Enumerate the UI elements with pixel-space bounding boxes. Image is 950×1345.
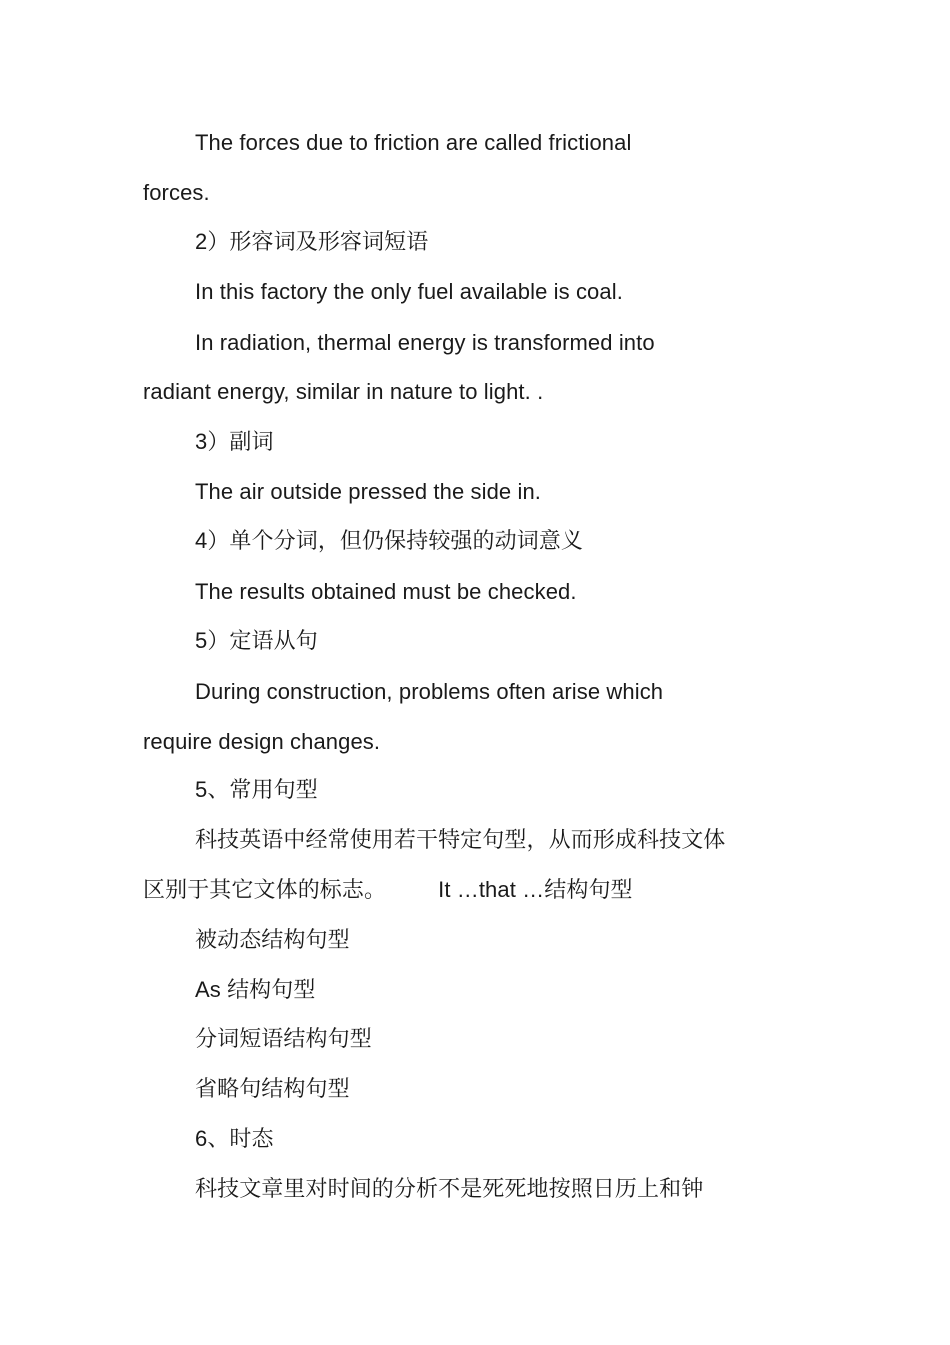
example-sentence: radiant energy, similar in nature to light. . bbox=[143, 379, 544, 404]
section-heading: 3）副词 bbox=[195, 429, 274, 454]
paragraph-line: 科技文章里对时间的分析不是死死地按照日历上和钟 bbox=[195, 1176, 704, 1201]
pattern-item: 被动态结构句型 bbox=[195, 927, 350, 952]
example-sentence: The air outside pressed the side in. bbox=[195, 479, 542, 504]
paragraph-line: forces. bbox=[143, 180, 210, 205]
section-heading: 5、常用句型 bbox=[195, 777, 318, 802]
section-heading: 2）形容词及形容词短语 bbox=[195, 229, 429, 254]
section-heading: 5）定语从句 bbox=[195, 628, 318, 653]
pattern-item: 省略句结构句型 bbox=[195, 1076, 350, 1101]
paragraph-line: 科技英语中经常使用若干特定句型，从而形成科技文体 bbox=[195, 827, 726, 852]
paragraph-line: The forces due to friction are called frictional bbox=[195, 130, 632, 155]
example-sentence: In this factory the only fuel available is coal. bbox=[195, 279, 623, 304]
example-sentence: In radiation, thermal energy is transformed into bbox=[195, 330, 655, 355]
example-sentence: The results obtained must be checked. bbox=[195, 579, 577, 604]
pattern-item: As 结构句型 bbox=[195, 977, 316, 1002]
example-sentence: During construction, problems often arise which bbox=[195, 679, 664, 704]
example-sentence: require design changes. bbox=[143, 729, 381, 754]
pattern-item: 分词短语结构句型 bbox=[195, 1026, 372, 1051]
paragraph-line bbox=[143, 876, 633, 904]
pattern-item: It …that …结构句型 bbox=[438, 877, 633, 902]
paragraph-text: 区别于其它文体的标志。 bbox=[143, 877, 387, 902]
section-heading: 6、时态 bbox=[195, 1126, 274, 1151]
section-heading: 4）单个分词，但仍保持较强的动词意义 bbox=[195, 528, 584, 553]
